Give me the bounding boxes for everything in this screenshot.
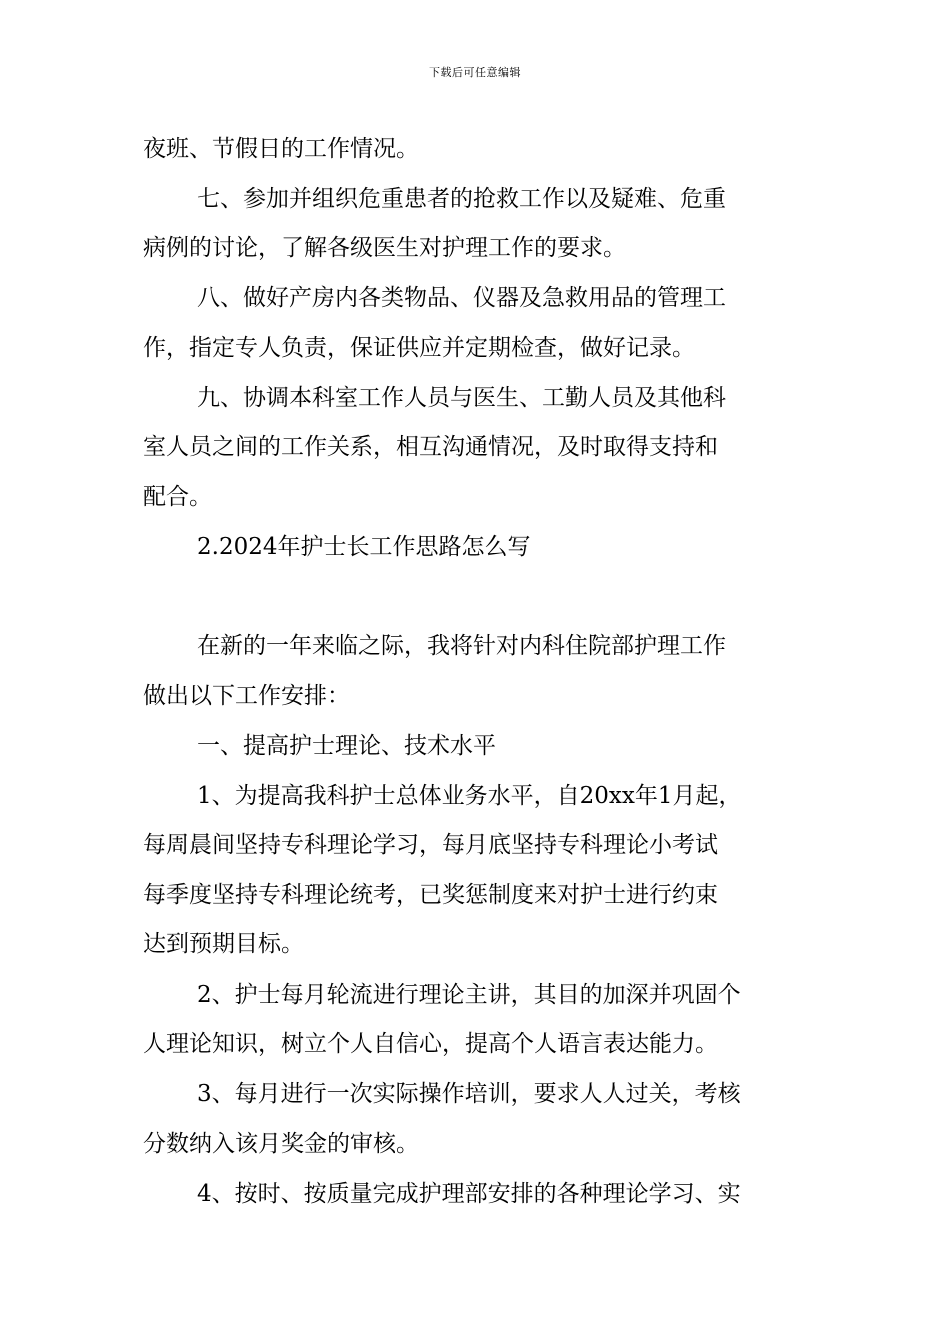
paragraph-line: 在新的一年来临之际，我将针对内科住院部护理工作 xyxy=(197,633,726,659)
paragraph-line: 3、每月进行一次实际操作培训，要求人人过关，考核 xyxy=(197,1081,741,1107)
section-heading: 2.2024年护士长工作思路怎么写 xyxy=(197,534,531,560)
paragraph-line: 八、做好产房内各类物品、仪器及急救用品的管理工 xyxy=(197,285,726,311)
paragraph-line: 4、按时、按质量完成护理部安排的各种理论学习、实 xyxy=(197,1181,741,1207)
paragraph-line: 配合。 xyxy=(143,484,212,510)
subheading: 一、提高护士理论、技术水平 xyxy=(197,733,496,759)
paragraph-line: 七、参加并组织危重患者的抢救工作以及疑难、危重 xyxy=(197,186,726,212)
paragraph-line: 每季度坚持专科理论统考，已奖惩制度来对护士进行约束 xyxy=(143,882,718,908)
page-header: 下载后可任意编辑 xyxy=(429,66,521,79)
paragraph-line: 九、协调本科室工作人员与医生、工勤人员及其他科 xyxy=(197,385,726,411)
paragraph-line: 2、护士每月轮流进行理论主讲，其目的加深并巩固个 xyxy=(197,982,741,1008)
paragraph-line: 达到预期目标。 xyxy=(143,931,304,957)
paragraph-line: 作，指定专人负责，保证供应并定期检查，做好记录。 xyxy=(143,335,695,361)
paragraph-line: 分数纳入该月奖金的审核。 xyxy=(143,1131,419,1157)
paragraph-line: 室人员之间的工作关系，相互沟通情况，及时取得支持和 xyxy=(143,434,718,460)
paragraph-line: 夜班、节假日的工作情况。 xyxy=(143,136,419,162)
paragraph-line: 1、为提高我科护士总体业务水平，自20xx年1月起， xyxy=(197,783,742,809)
paragraph-line: 每周晨间坚持专科理论学习，每月底坚持专科理论小考试 xyxy=(143,832,718,858)
paragraph-line: 人理论知识，树立个人自信心，提高个人语言表达能力。 xyxy=(143,1031,718,1057)
paragraph-line: 做出以下工作安排： xyxy=(143,683,350,709)
paragraph-line: 病例的讨论，了解各级医生对护理工作的要求。 xyxy=(143,235,626,261)
